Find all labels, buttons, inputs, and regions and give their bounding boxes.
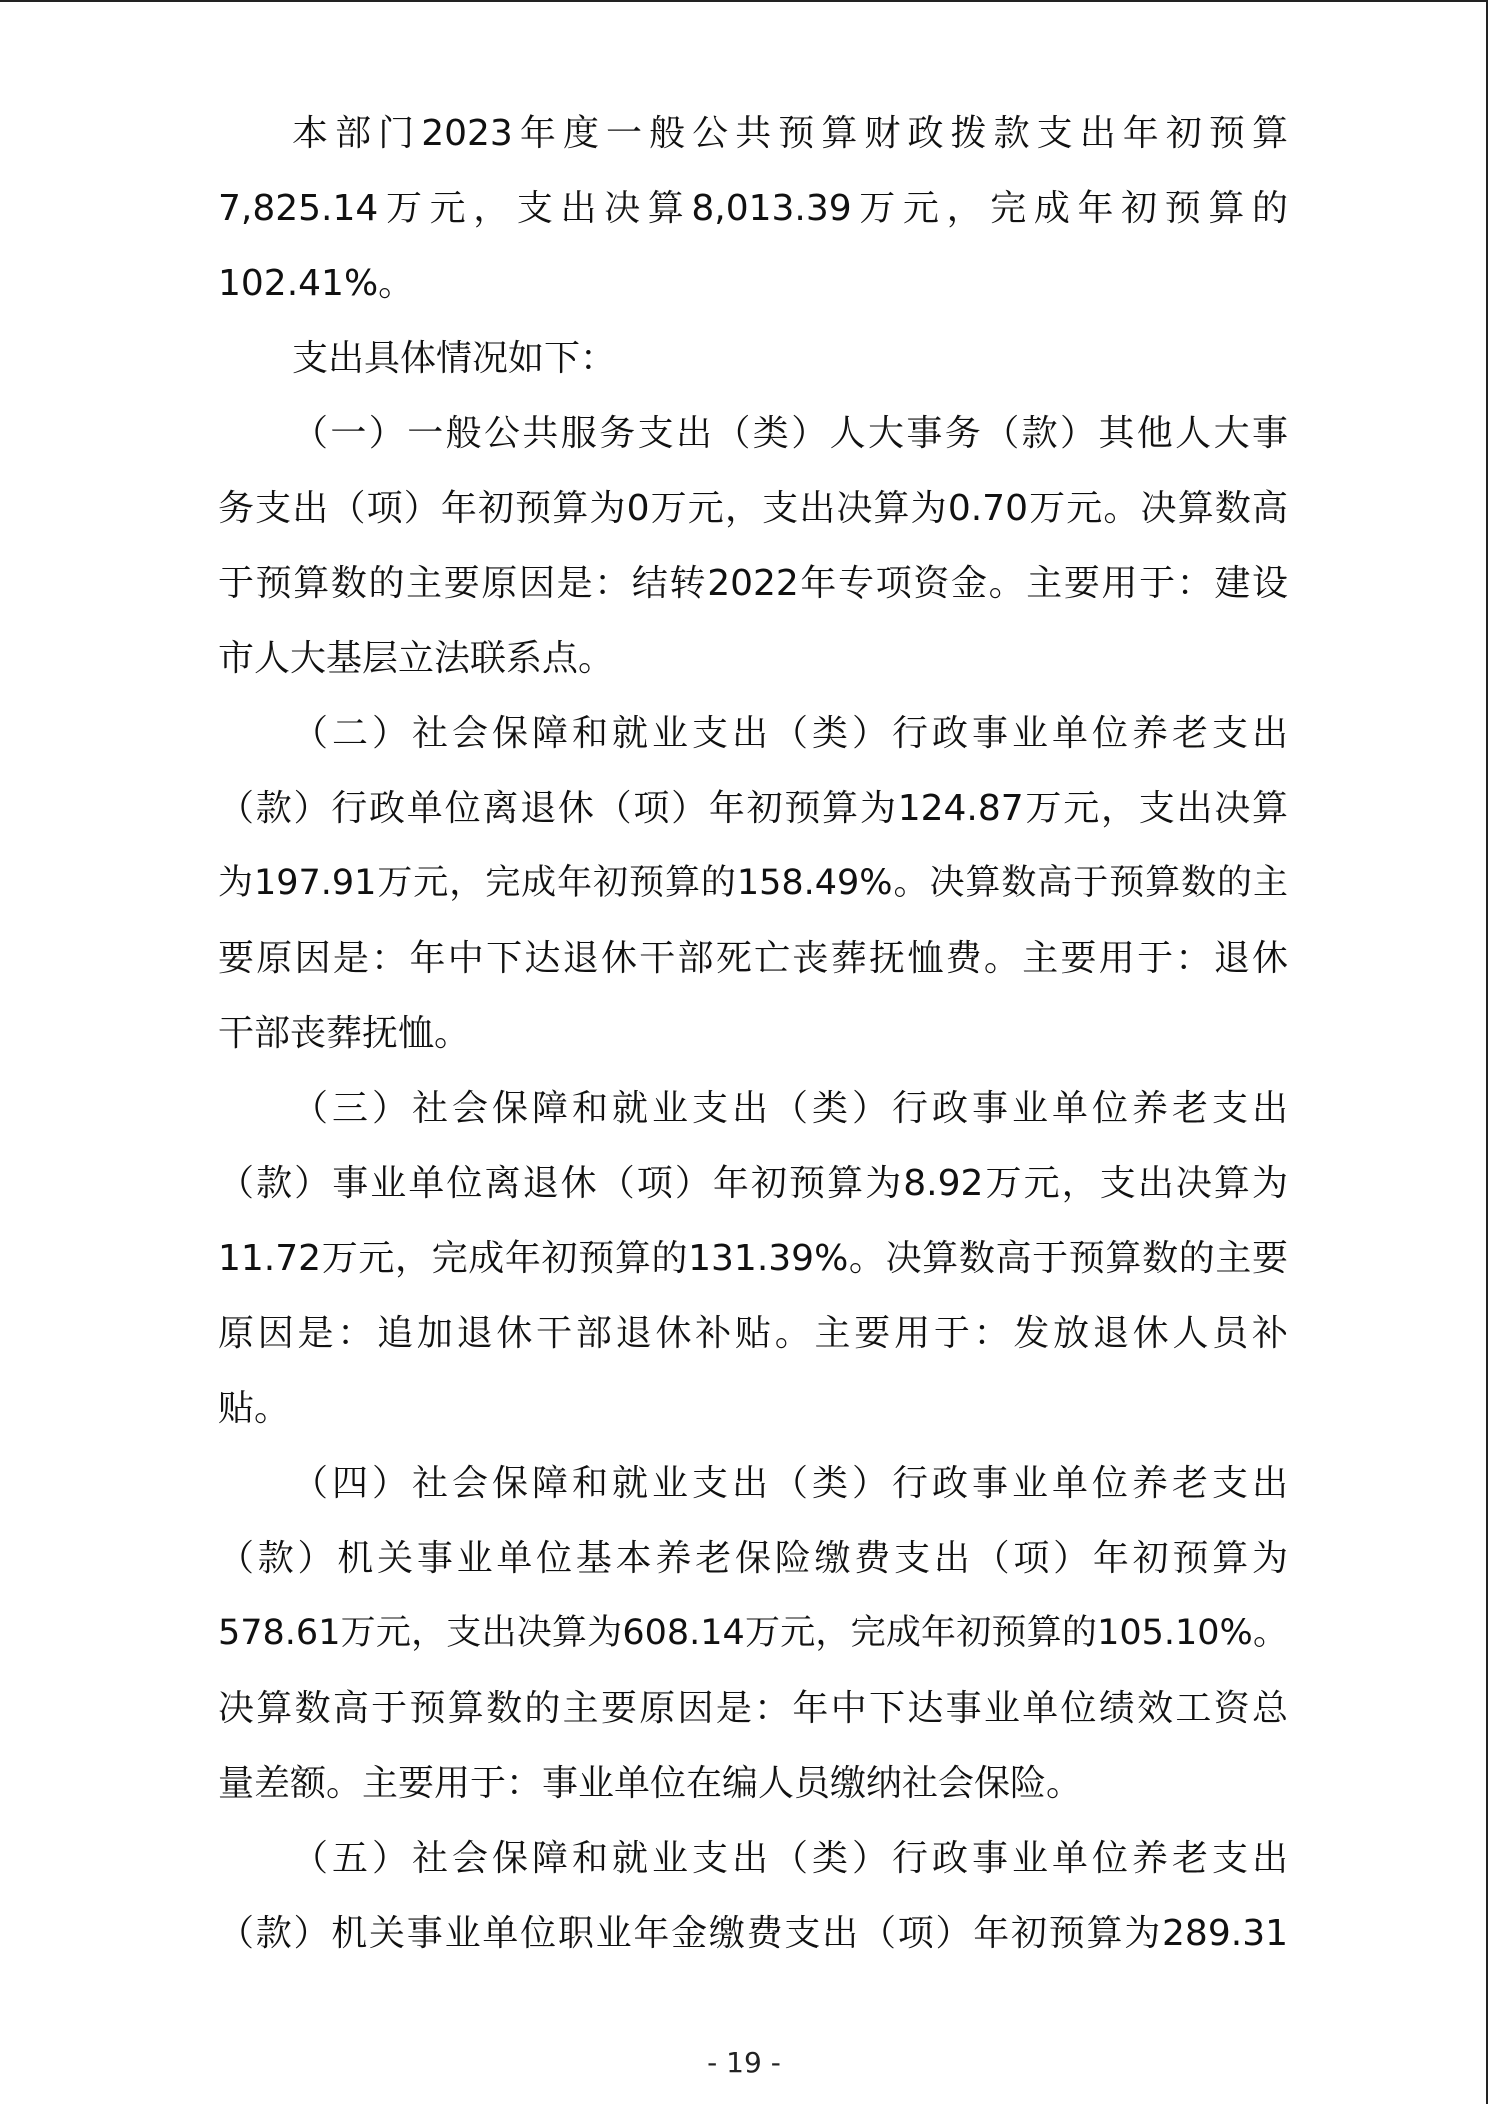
text-line: （款）行政单位离退休（项）年初预算为124.87万元，支出决算 [218, 788, 1288, 829]
text-line: 务支出（项）年初预算为0万元，支出决算为0.70万元。决算数高 [218, 488, 1288, 529]
text-line: 支出具体情况如下： [292, 338, 617, 379]
text-line: 为197.91万元，完成年初预算的158.49%。决算数高于预算数的主 [218, 863, 1288, 903]
text-line: （五）社会保障和就业支出（类）行政事业单位养老支出 [292, 1838, 1288, 1879]
text-line: 原因是：追加退休干部退休补贴。主要用于：发放退休人员补 [218, 1313, 1288, 1354]
page-number: - 19 - [707, 2046, 781, 2079]
text-line: 量差额。主要用于：事业单位在编人员缴纳社会保险。 [218, 1763, 1083, 1804]
text-line: 578.61万元，支出决算为608.14万元，完成年初预算的105.10%。 [218, 1613, 1288, 1653]
text-line: 11.72万元，完成年初预算的131.39%。决算数高于预算数的主要 [218, 1238, 1288, 1279]
text-line: （款）事业单位离退休（项）年初预算为8.92万元，支出决算为 [218, 1163, 1288, 1204]
text-line: 要原因是：年中下达退休干部死亡丧葬抚恤费。主要用于：退休 [218, 938, 1288, 979]
text-line: 贴。 [218, 1388, 291, 1429]
text-line: 市人大基层立法联系点。 [218, 638, 615, 679]
text-line: 于预算数的主要原因是：结转2022年专项资金。主要用于：建设 [218, 563, 1288, 604]
text-line: （款）机关事业单位职业年金缴费支出（项）年初预算为289.31 [218, 1913, 1288, 1954]
text-line: 7,825.14万元，支出决算8,013.39万元，完成年初预算的 [218, 188, 1288, 229]
text-line: 102.41%。 [218, 263, 415, 304]
text-line: （款）机关事业单位基本养老保险缴费支出（项）年初预算为 [218, 1538, 1288, 1579]
text-line: （二）社会保障和就业支出（类）行政事业单位养老支出 [292, 713, 1288, 754]
text-line: 本部门2023年度一般公共预算财政拨款支出年初预算 [292, 113, 1288, 154]
page-top-border [0, 0, 1488, 2]
text-line: 干部丧葬抚恤。 [218, 1013, 471, 1054]
document-body [218, 96, 1288, 1971]
text-line: （三）社会保障和就业支出（类）行政事业单位养老支出 [292, 1088, 1288, 1129]
text-line: （一）一般公共服务支出（类）人大事务（款）其他人大事 [292, 413, 1288, 454]
text-line: （四）社会保障和就业支出（类）行政事业单位养老支出 [292, 1463, 1288, 1504]
text-line: 决算数高于预算数的主要原因是：年中下达事业单位绩效工资总 [218, 1688, 1288, 1729]
